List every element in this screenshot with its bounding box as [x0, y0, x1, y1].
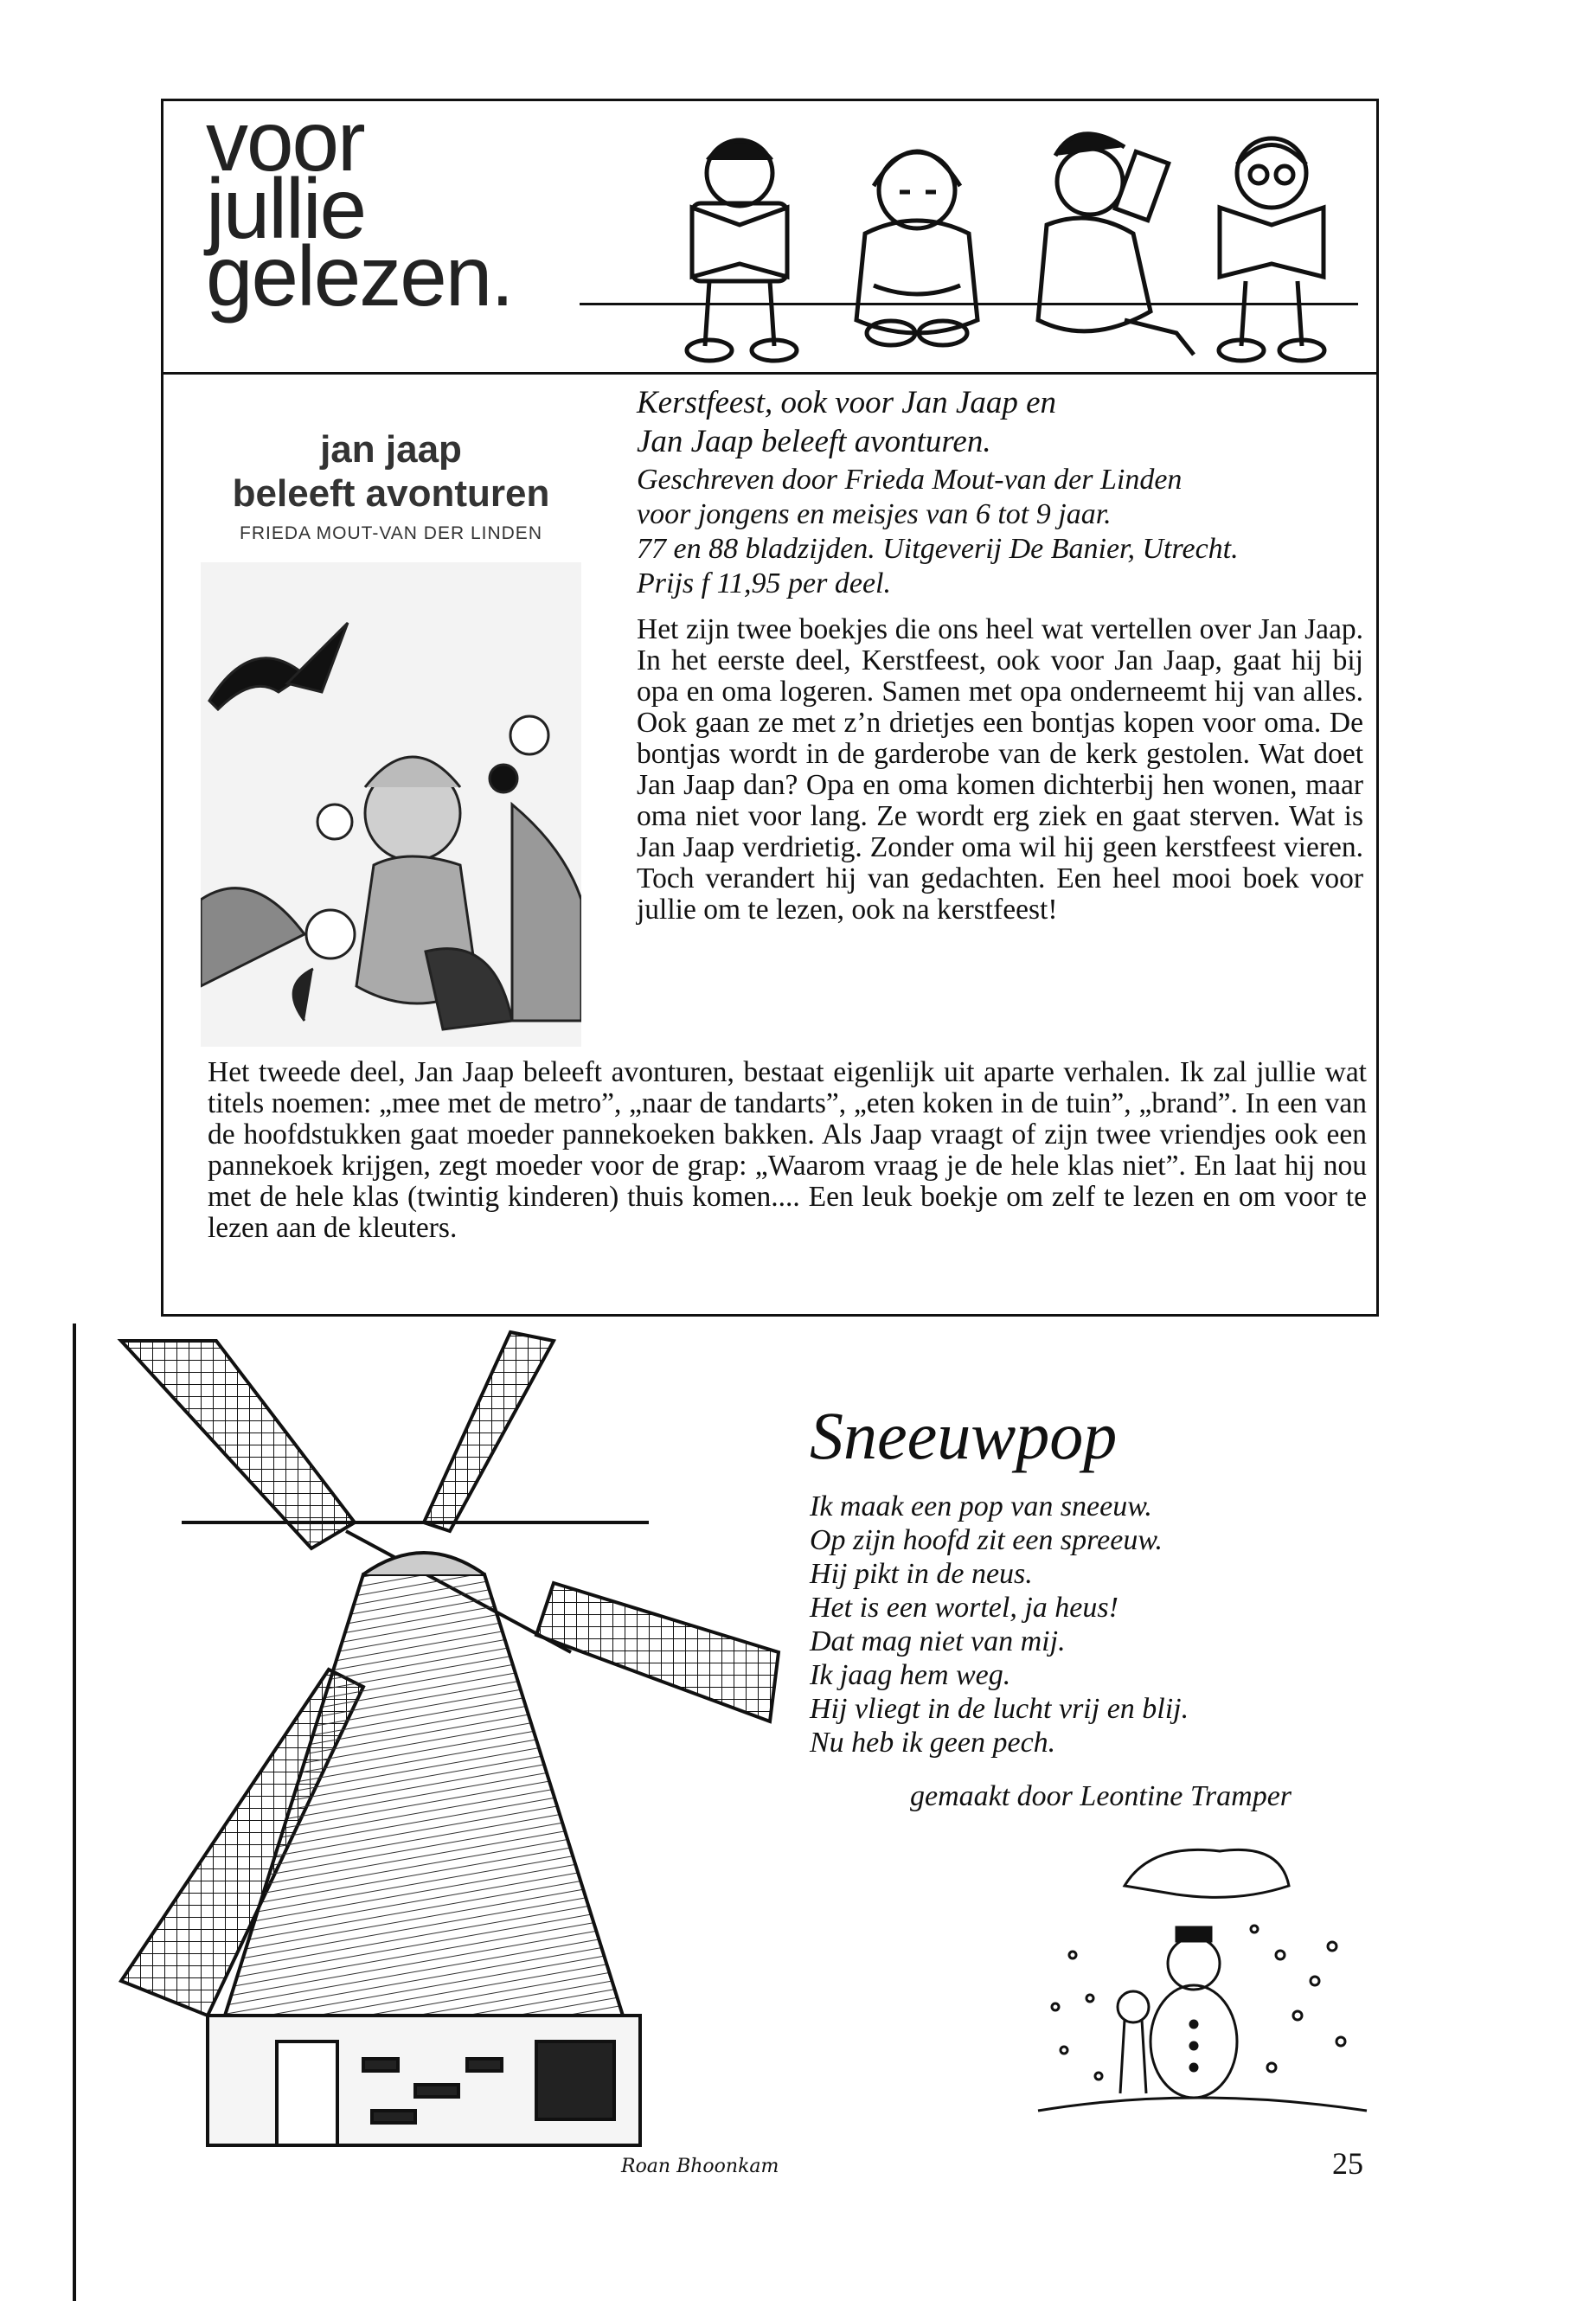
review-paragraph-2: Het tweede deel, Jan Jaap beleeft avonturen, bestaat eigenlijk uit aparte verhalen. Ik zal jullie wat titels noemen: „mee met de metro”, „naar de tandarts”, „eten koken in de tuin”, „brand”. In een van de hoofdstukken gaat moeder pannekoeken bakken. Als Jaap vraagt of zijn twee vriendjes ook een pannekoek krijgen, zegt moeder voor de grap: „Waarom vraag je de hele klas niet”. En laat hij nou met de hele klas (twintig kinderen) thuis komen.... Een leuk boekje om zelf te lezen en om voor te lezen aan de kleuters.: [208, 1056, 1367, 1244]
book-price-line: Prijs f 11,95 per deel.: [637, 567, 891, 599]
poem-line: Hij pikt in de neus.: [810, 1558, 1033, 1590]
margin-rule: [73, 1324, 76, 2301]
poem-credit: gemaakt door Leontine Tramper: [910, 1780, 1292, 1812]
poem-line: Het is een wortel, ja heus!: [810, 1592, 1118, 1624]
cover-title-line2: beleeft avonturen: [232, 472, 550, 515]
section-title-line2: jullie: [206, 161, 366, 256]
book-publisher-line: 77 en 88 bladzijden. Uitgeverij De Banier, Utrecht.: [637, 533, 1239, 565]
book-age-line: voor jongens en meisjes van 6 tot 9 jaar.: [637, 498, 1112, 530]
poem-line: Dat mag niet van mij.: [810, 1625, 1066, 1657]
cover-author: FRIEDA MOUT-VAN DER LINDEN: [240, 523, 542, 543]
section-title-line3: gelezen.: [206, 228, 513, 324]
poem-title: Sneeuwpop: [810, 1398, 1118, 1473]
snowman-illustration: [1021, 1834, 1384, 2128]
header-divider: [161, 372, 1379, 375]
poem-body: [810, 1490, 1189, 1759]
artist-signature: Roan Bhoonkam: [621, 2156, 779, 2177]
book-author-line: Geschreven door Frieda Mout-van der Linden: [637, 464, 1183, 496]
page-number: 25: [1332, 2146, 1363, 2181]
poem-line: Ik maak een pop van sneeuw.: [810, 1490, 1152, 1522]
book-title-1: Kerstfeest, ook voor Jan Jaap en: [637, 385, 1056, 420]
reading-children-illustration: [640, 121, 1367, 372]
poem-line: Nu heb ik geen pech.: [810, 1727, 1056, 1759]
cover-title-line1: jan jaap: [320, 428, 462, 471]
section-title-line1: voor: [206, 93, 364, 189]
poem-line: Hij vliegt in de lucht vrij en blij.: [810, 1693, 1189, 1725]
windmill-illustration: [104, 1324, 813, 2154]
poem-line: Op zijn hoofd zit een spreeuw.: [810, 1524, 1163, 1556]
poem-line: Ik jaag hem weg.: [810, 1659, 1011, 1691]
review-paragraph-1: Het zijn twee boekjes die ons heel wat vertellen over Jan Jaap. In het eerste deel, Kerstfeest, ook voor Jan Jaap, gaat hij bij opa en oma logeren. Samen met opa onderneemt hij van alles. Ook gaan ze met z’n drietjes een bontjas kopen voor oma. De bontjas wordt in de garderobe van de kerk gestolen. Wat doet Jan Jaap dan? Opa en oma komen dichterbij hen wonen, maar oma niet voor lang. Ze wordt erg ziek en gaat sterven. Wat is Jan Jaap verdrietig. Zonder oma wil hij geen kerstfeest vieren. Toch verandert hij van gedachten. Een heel mooi boek voor jullie om te lezen, ook na kerstfeest!: [637, 613, 1363, 926]
book-title-2: Jan Jaap beleeft avonturen.: [637, 424, 991, 459]
